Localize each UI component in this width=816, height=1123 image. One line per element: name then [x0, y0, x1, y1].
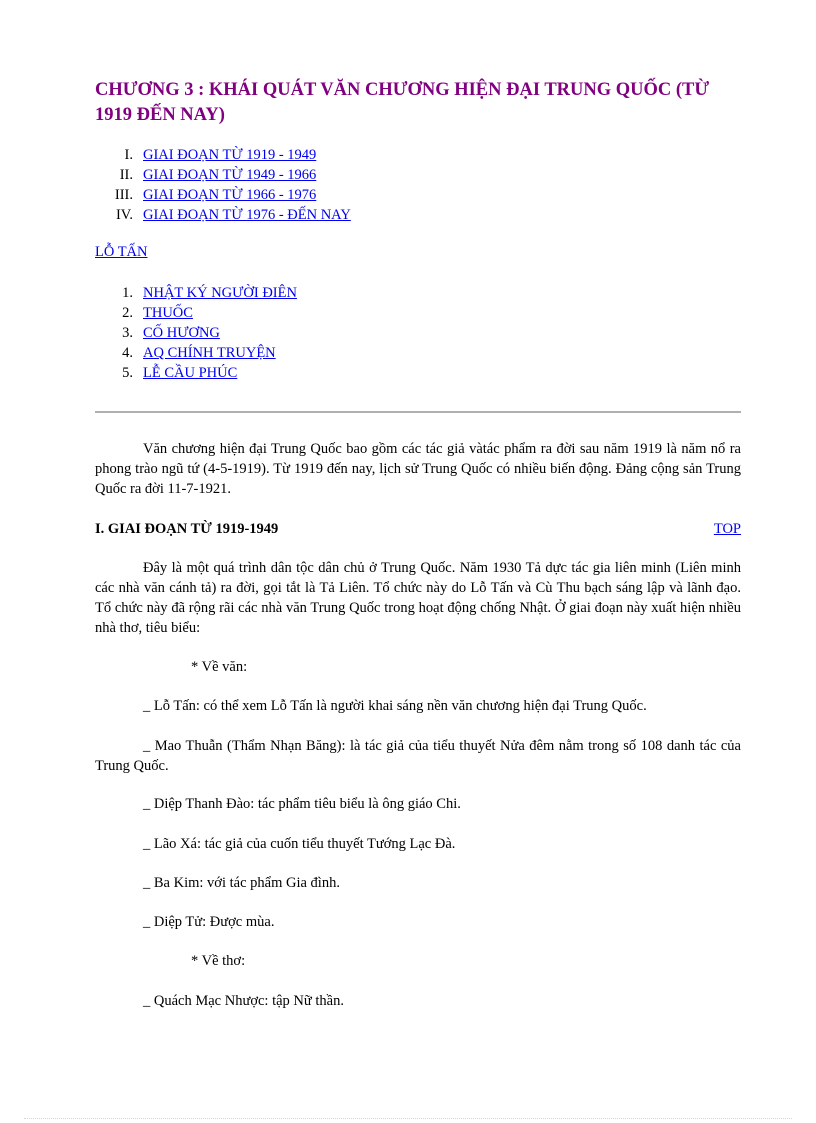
period-item: [95, 165, 741, 185]
section-paragraph: Đây là một quá trình dân tộc dân chủ ở Trung Quốc. Năm 1930 Tả dực tác gia liên minh (Liên minh các nhà văn cánh tả) ra đời, gọi tắt là Tả Liên. Tổ chức này do Lỗ Tấn và Cù Thu bạch sáng lập và lãnh đạo. Tổ chức này đã rộng rãi các nhà văn Trung Quốc trong hoạt động chống Nhật. Ở giai đoạn này xuất hiện nhiều nhà thơ, tiêu biểu:: [95, 560, 741, 636]
author-link-lo-tan[interactable]: LỖ TẤN: [95, 244, 148, 260]
works-list: [95, 283, 741, 383]
work-number: 1.: [122, 285, 133, 301]
work-link-co-huong[interactable]: CỐ HƯƠNG: [143, 325, 220, 341]
period-number: III.: [114, 187, 133, 203]
period-link-1919-1949[interactable]: GIAI ĐOẠN TỪ 1919 - 1949: [143, 147, 317, 163]
period-link-1949-1966[interactable]: GIAI ĐOẠN TỪ 1949 - 1966: [143, 167, 317, 183]
prose-item-mao-thuan: _ Mao Thuẫn (Thẩm Nhạn Băng): là tác giả của tiểu thuyết Nửa đêm nằm trong số 108 danh tác của Trung Quốc.: [95, 738, 741, 774]
section-heading: I. GIAI ĐOẠN TỪ 1919-1949: [95, 521, 279, 537]
work-link-le-cau-phuc[interactable]: LỄ CẦU PHÚC: [143, 365, 238, 381]
period-link-1976-now[interactable]: GIAI ĐOẠN TỪ 1976 - ĐẾN NAY: [143, 207, 351, 223]
poetry-heading: * Về thơ:: [191, 953, 246, 969]
period-index-list: [95, 145, 741, 225]
period-item: [95, 205, 741, 225]
work-number: 3.: [122, 325, 133, 341]
work-item: [95, 363, 741, 383]
page-bottom-dotted-line: [24, 1118, 792, 1119]
period-number: IV.: [115, 207, 133, 223]
prose-item-diep-tu: _ Diệp Tử: Được mùa.: [143, 914, 275, 930]
prose-item-lao-xa: _ Lão Xá: tác giả của cuốn tiểu thuyết Tướng Lạc Đà.: [143, 836, 456, 852]
horizontal-divider: [95, 411, 741, 413]
top-link[interactable]: TOP: [713, 521, 741, 537]
work-item: [95, 323, 741, 343]
period-link-1966-1976[interactable]: GIAI ĐOẠN TỪ 1966 - 1976: [143, 187, 317, 203]
prose-item-ba-kim: _ Ba Kim: với tác phẩm Gia đình.: [143, 875, 340, 891]
section-header-1919-1949: [95, 518, 741, 540]
period-item: [95, 145, 741, 165]
work-link-nhat-ky-nguoi-dien[interactable]: NHẬT KÝ NGƯỜI ĐIÊN: [143, 285, 297, 301]
work-link-thuoc[interactable]: THUỐC: [143, 305, 193, 321]
work-item: [95, 283, 741, 303]
period-item: [95, 185, 741, 205]
poetry-item-quach-mac-nhuoc: _ Quách Mạc Nhược: tập Nữ thần.: [143, 993, 344, 1009]
prose-item-diep-thanh-dao: _ Diệp Thanh Đào: tác phẩm tiêu biểu là ông giáo Chi.: [143, 796, 461, 812]
chapter-title: CHƯƠNG 3 : KHÁI QUÁT VĂN CHƯƠNG HIỆN ĐẠI TRUNG QUỐC (TỪ 1919 ĐẾN NAY): [95, 80, 710, 125]
period-number: I.: [124, 147, 133, 163]
work-number: 2.: [122, 305, 133, 321]
prose-heading: * Về văn:: [191, 659, 248, 675]
intro-paragraph: Văn chương hiện đại Trung Quốc bao gồm các tác giả vàtác phẩm ra đời sau năm 1919 là năm nổ ra phong trào ngũ tứ (4-5-1919). Từ 1919 đến nay, lịch sử Trung Quốc có nhiều biến động. Đảng cộng sản Trung Quốc ra đời 11-7-1921.: [95, 441, 741, 497]
work-number: 4.: [122, 345, 133, 361]
work-item: [95, 303, 741, 323]
work-item: [95, 343, 741, 363]
work-link-aq-chinh-truyen[interactable]: AQ CHÍNH TRUYỆN: [143, 345, 276, 361]
work-number: 5.: [122, 365, 133, 381]
prose-item-lo-tan: _ Lỗ Tấn: có thể xem Lỗ Tấn là người khai sáng nền văn chương hiện đại Trung Quốc.: [143, 698, 647, 714]
period-number: II.: [119, 167, 133, 183]
